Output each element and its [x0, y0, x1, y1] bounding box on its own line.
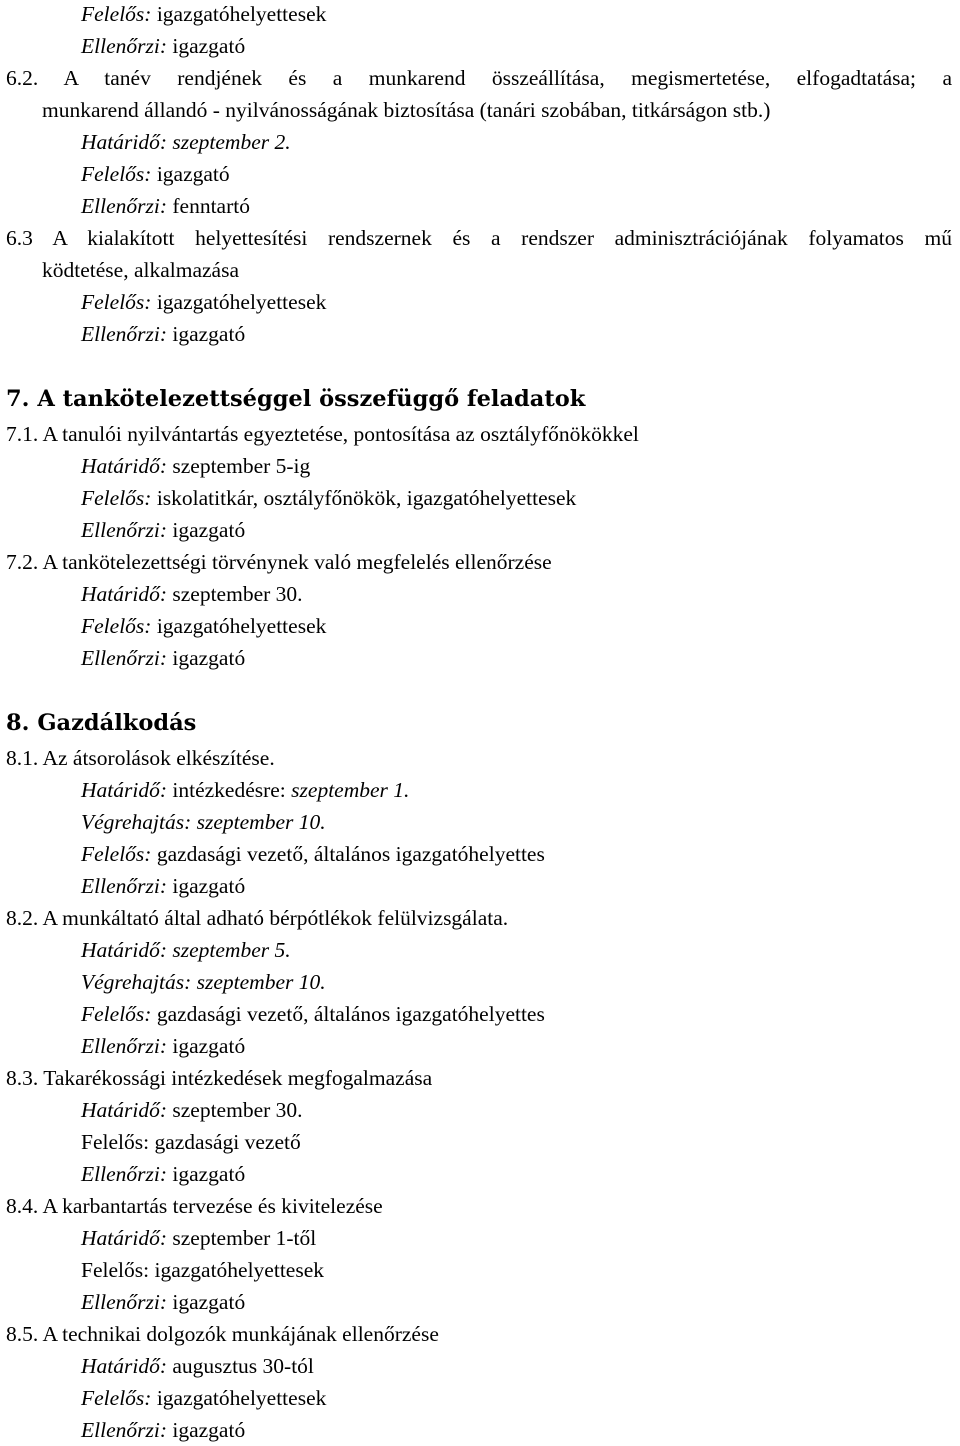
field-value: augusztus 30-tól	[172, 1354, 314, 1378]
field-label: Felelős:	[81, 1386, 152, 1410]
field-label: Határidő:	[81, 1098, 167, 1122]
task-number: 7.2.	[6, 550, 39, 574]
field-value: igazgató	[172, 1290, 246, 1314]
field-value: szeptember 30.	[172, 582, 303, 606]
task-number: 6.2.	[6, 66, 39, 90]
field-value: igazgató	[172, 646, 246, 670]
checker-line	[81, 1417, 245, 1443]
checker-line	[81, 321, 245, 347]
field-label: Ellenőrzi:	[81, 646, 167, 670]
task-line	[6, 905, 508, 931]
task-text: A karbantartás tervezése és kivitelezése	[42, 1194, 383, 1218]
field-value: igazgatóhelyettesek	[156, 614, 327, 638]
task-text: A tankötelezettségi törvénynek való megfelelés ellenőrzése	[42, 550, 552, 574]
responsible-line	[81, 1257, 324, 1283]
field-value: szeptember 30.	[172, 1098, 303, 1122]
task-number: 8.1.	[6, 746, 39, 770]
task-number: 7.1.	[6, 422, 39, 446]
field-value: gazdasági vezető	[154, 1130, 301, 1154]
responsible-line	[81, 841, 545, 867]
field-value: igazgató	[172, 322, 246, 346]
deadline-line	[81, 937, 291, 963]
responsible-line	[81, 1129, 301, 1155]
field-label: Határidő:	[81, 778, 167, 802]
task-text: ködtetése, alkalmazása	[42, 258, 239, 282]
field-label: Ellenőrzi:	[81, 322, 167, 346]
checker-line	[81, 1161, 245, 1187]
field-label: Ellenőrzi:	[81, 194, 167, 218]
execution-line	[81, 969, 326, 995]
deadline-line	[81, 1353, 314, 1379]
field-value: szeptember 10.	[196, 970, 326, 994]
field-label: Felelős:	[81, 162, 152, 186]
field-label: Felelős:	[81, 486, 152, 510]
field-value: igazgatóhelyettesek	[154, 1258, 325, 1282]
field-value: szeptember 2.	[172, 130, 291, 154]
field-label: Felelős:	[81, 1258, 150, 1282]
field-label: Határidő:	[81, 1354, 167, 1378]
responsible-line	[81, 289, 326, 315]
task-text: A technikai dolgozók munkájának ellenőrzése	[42, 1322, 439, 1346]
responsible-line	[81, 1385, 326, 1411]
field-label: Végrehajtás:	[81, 970, 192, 994]
field-label: Határidő:	[81, 454, 167, 478]
field-value: gazdasági vezető, általános igazgatóhelyettes	[156, 842, 545, 866]
task-line	[6, 745, 275, 771]
field-value: szeptember 10.	[196, 810, 326, 834]
task-line	[6, 65, 952, 91]
task-number: 8.2.	[6, 906, 39, 930]
field-extra: szeptember 1.	[291, 778, 410, 802]
field-label: Határidő:	[81, 130, 167, 154]
field-value: igazgatóhelyettesek	[156, 2, 327, 26]
field-value: igazgató	[156, 162, 230, 186]
field-label: Ellenőrzi:	[81, 1290, 167, 1314]
task-line	[6, 225, 952, 251]
field-value: szeptember 5.	[172, 938, 291, 962]
deadline-line	[81, 453, 310, 479]
field-label: Felelős:	[81, 614, 152, 638]
task-text: Az átsorolások elkészítése.	[42, 746, 275, 770]
task-number: 8.3.	[6, 1066, 39, 1090]
field-label: Felelős:	[81, 1002, 152, 1026]
field-value: szeptember 5-ig	[172, 454, 311, 478]
task-line	[6, 1065, 432, 1091]
field-value: intézkedésre:	[172, 778, 286, 802]
task-text: A tanév rendjének és a munkarend összeállítása, megismertetése, elfogadtatása; a	[63, 66, 952, 90]
section-heading: 7. A tankötelezettséggel összefüggő feladatok	[6, 386, 586, 412]
field-label: Határidő:	[81, 938, 167, 962]
task-text: Takarékossági intézkedések megfogalmazása	[43, 1066, 433, 1090]
task-number: 6.3	[6, 226, 33, 250]
field-value: igazgató	[172, 518, 246, 542]
task-line	[6, 549, 552, 575]
field-value: igazgató	[172, 34, 246, 58]
deadline-line	[81, 777, 409, 803]
responsible-line	[81, 1001, 545, 1027]
field-label: Ellenőrzi:	[81, 1034, 167, 1058]
checker-line	[81, 193, 250, 219]
task-continuation	[42, 257, 239, 283]
field-value: igazgató	[172, 874, 246, 898]
field-label: Felelős:	[81, 1130, 150, 1154]
checker-line	[81, 517, 245, 543]
task-line	[6, 1193, 383, 1219]
task-line	[6, 1321, 439, 1347]
field-value: fenntartó	[172, 194, 250, 218]
field-value: igazgató	[172, 1162, 246, 1186]
deadline-line	[81, 129, 291, 155]
field-value: gazdasági vezető, általános igazgatóhelyettes	[156, 1002, 545, 1026]
task-continuation	[42, 97, 952, 123]
field-value: igazgató	[172, 1418, 246, 1442]
task-text: A munkáltató által adható bérpótlékok felülvizsgálata.	[42, 906, 509, 930]
checker-line	[81, 873, 245, 899]
field-label: Végrehajtás:	[81, 810, 192, 834]
deadline-line	[81, 1225, 316, 1251]
field-value: iskolatitkár, osztályfőnökök, igazgatóhelyettesek	[156, 486, 577, 510]
field-label: Ellenőrzi:	[81, 518, 167, 542]
checker-line	[81, 1289, 245, 1315]
responsible-line	[81, 485, 576, 511]
checker-line	[81, 645, 245, 671]
field-label: Felelős:	[81, 2, 152, 26]
responsible-line	[81, 161, 230, 187]
checker-line	[81, 33, 245, 59]
field-label: Ellenőrzi:	[81, 1162, 167, 1186]
task-number: 8.5.	[6, 1322, 39, 1346]
field-label: Felelős:	[81, 842, 152, 866]
task-text: A tanulói nyilvántartás egyeztetése, pontosítása az osztályfőnökökkel	[42, 422, 639, 446]
field-label: Ellenőrzi:	[81, 874, 167, 898]
deadline-line	[81, 1097, 303, 1123]
section-heading: 8. Gazdálkodás	[6, 710, 197, 736]
execution-line	[81, 809, 326, 835]
field-value: igazgató	[172, 1034, 246, 1058]
field-label: Határidő:	[81, 1226, 167, 1250]
field-value: igazgatóhelyettesek	[156, 290, 327, 314]
task-line	[6, 421, 639, 447]
checker-line	[81, 1033, 245, 1059]
field-label: Határidő:	[81, 582, 167, 606]
responsible-line	[81, 613, 326, 639]
deadline-line	[81, 581, 303, 607]
field-label: Ellenőrzi:	[81, 34, 167, 58]
field-value: szeptember 1-től	[172, 1226, 317, 1250]
task-text: A kialakított helyettesítési rendszernek és a rendszer adminisztrációjának folyamatos mű	[52, 226, 952, 250]
responsible-line	[81, 1, 326, 27]
task-text: munkarend állandó - nyilvánosságának biztosítása (tanári szobában, titkárságon stb.)	[42, 98, 771, 122]
field-value: igazgatóhelyettesek	[156, 1386, 327, 1410]
task-number: 8.4.	[6, 1194, 39, 1218]
field-label: Felelős:	[81, 290, 152, 314]
field-label: Ellenőrzi:	[81, 1418, 167, 1442]
